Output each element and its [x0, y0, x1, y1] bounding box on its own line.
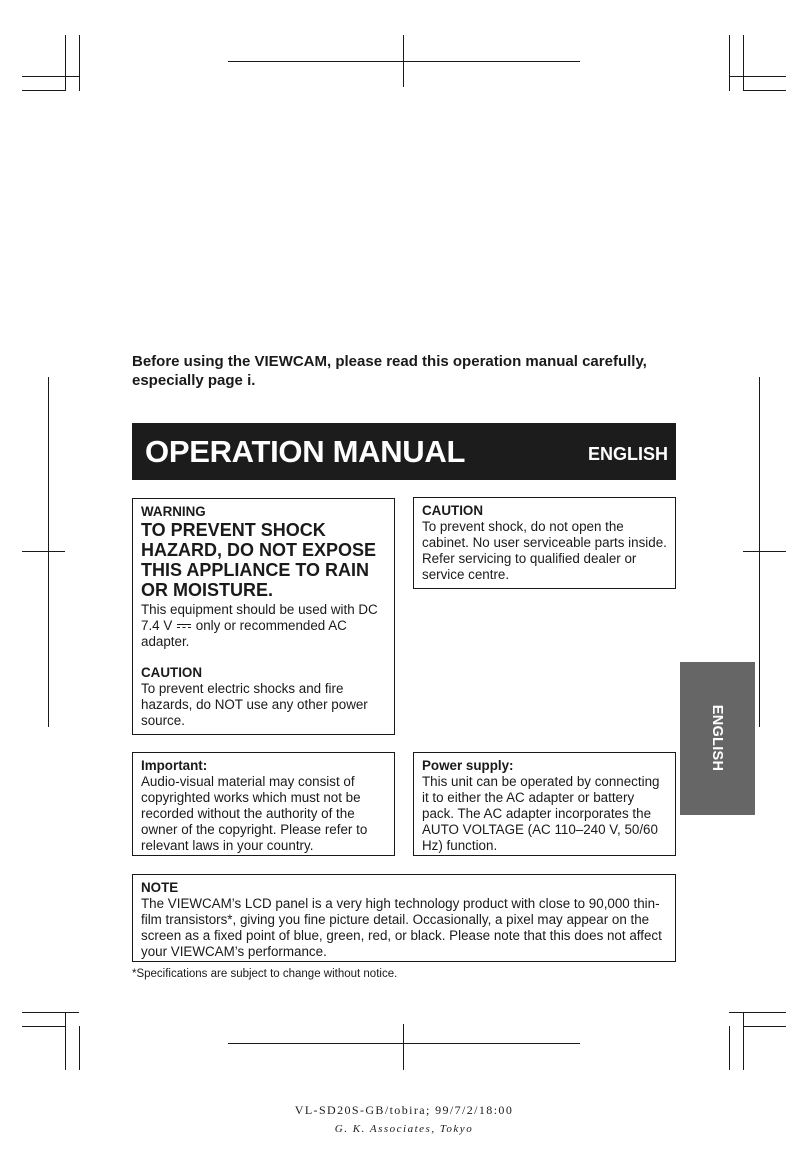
page-title: OPERATION MANUAL: [145, 434, 466, 469]
intro-line-2: especially page i.: [132, 372, 256, 389]
power-supply-text: This unit can be operated by connecting it to either the AC adapter or battery pack. The AC adapter incorporates the AUTO VOLTAGE (AC 110–240 V, 50/60 Hz) function.: [422, 774, 660, 853]
crop-mark: [65, 35, 66, 91]
crop-mark: [48, 377, 49, 727]
crop-mark: [743, 35, 744, 91]
crop-mark: [22, 90, 65, 91]
crop-mark: [22, 1026, 65, 1027]
power-supply-box: [413, 752, 676, 856]
crop-mark: [79, 1026, 80, 1070]
warning-body-post: only or recommended AC adapter.: [141, 618, 347, 649]
crop-mark: [729, 1012, 786, 1013]
language-side-tab: [680, 662, 755, 815]
warning-box: [132, 498, 395, 735]
important-box: [132, 752, 395, 856]
note-box: [132, 874, 676, 962]
caution-box: [413, 497, 676, 589]
crop-mark: [743, 1012, 744, 1070]
crop-mark: [22, 551, 65, 552]
crop-mark: [743, 1026, 786, 1027]
warning-label: WARNING: [141, 504, 206, 519]
crop-mark: [228, 61, 580, 62]
intro-line-1: Before using the VIEWCAM, please read this operation manual carefully,: [132, 353, 647, 370]
caution-text: To prevent shock, do not open the cabinet. No user serviceable parts inside. Refer servicing to qualified dealer or service centre.: [422, 519, 667, 582]
crop-mark: [743, 90, 786, 91]
important-text: Audio-visual material may consist of copyrighted works which must not be recorded without the authority of the owner of the copyright. Please refer to relevant laws in your country.: [141, 774, 368, 853]
crop-mark: [22, 76, 79, 77]
intro-notice: [132, 352, 692, 390]
crop-mark: [743, 551, 786, 552]
warning-headline: TO PREVENT SHOCK HAZARD, DO NOT EXPOSE THIS APPLIANCE TO RAIN OR MOISTURE.: [141, 520, 377, 600]
caution-label: CAUTION: [422, 503, 483, 518]
note-label: NOTE: [141, 880, 179, 895]
footnote: *Specifications are subject to change without notice.: [132, 968, 398, 980]
crop-mark: [65, 1012, 66, 1070]
dc-symbol-icon: [177, 623, 191, 630]
crop-mark: [729, 1026, 730, 1070]
crop-mark: [79, 35, 80, 91]
warning-caution-label: CAUTION: [141, 665, 202, 680]
crop-mark: [729, 76, 786, 77]
crop-mark: [729, 35, 730, 91]
footer-file-info: VL-SD20S-GB/tobira; 99/7/2/18:00: [294, 1103, 514, 1117]
crop-mark: [228, 1043, 580, 1044]
side-tab-label: ENGLISH: [709, 704, 725, 772]
title-banner: [132, 423, 676, 480]
crop-mark: [759, 377, 760, 727]
crop-mark: [22, 1012, 79, 1013]
important-label: Important:: [141, 758, 208, 773]
crop-mark: [403, 35, 404, 87]
warning-body: [141, 602, 386, 650]
warning-body-pre: This equipment should be used with DC 7.4 V: [141, 602, 378, 633]
banner-language: ENGLISH: [587, 444, 668, 464]
power-supply-label: Power supply:: [422, 758, 514, 773]
note-text: The VIEWCAM’s LCD panel is a very high technology product with close to 90,000 thin-film transistors*, giving you fine picture detail. Occasionally, a pixel may appear on the screen as a fixed point of blue, green, red, or black. Please note that this does not affect your VIEWCAM’s performance.: [141, 896, 662, 959]
footer-credit: G. K. Associates, Tokyo: [334, 1123, 474, 1135]
warning-caution-text: To prevent electric shocks and fire hazards, do NOT use any other power source.: [141, 681, 368, 728]
crop-mark: [403, 1024, 404, 1070]
